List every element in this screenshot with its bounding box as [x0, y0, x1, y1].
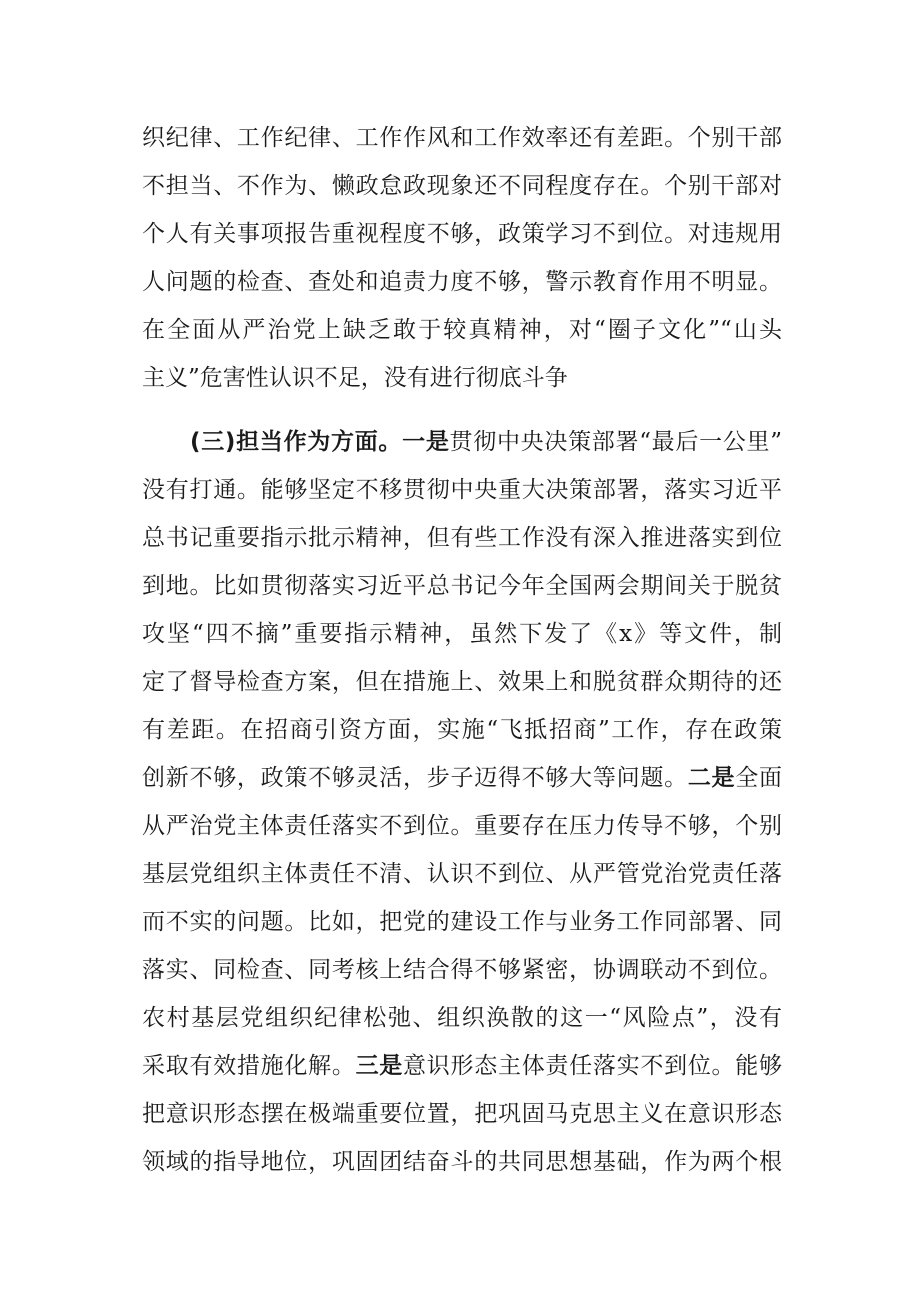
section-heading-line: [190, 420, 782, 464]
line-text: 农村基层党组织纪律松弛、组织涣散的这一“风险点”，没有: [142, 1005, 782, 1031]
line-text: 没有打通。能够坚定不移贯彻中央重大决策部署，落实习近平: [142, 477, 782, 503]
text-line: [142, 212, 782, 256]
line-text: 总书记重要指示批示精神，但有些工作没有深入推进落实到位: [142, 525, 782, 551]
line-text: 主义”危害性认识不足，没有进行彻底斗争: [142, 365, 568, 391]
line-text: 个人有关事项报告重视程度不够，政策学习不到位。对违规用: [142, 221, 782, 247]
line-text: 领域的指导地位，巩固团结奋斗的共同思想基础，作为两个根: [142, 1149, 782, 1175]
point-marker: 三是: [355, 1053, 404, 1079]
text-line: [142, 356, 782, 400]
text-line: [142, 308, 782, 352]
line-text: 攻坚“四不摘”重要指示精神，虽然下发了《x》等文件，制: [142, 621, 782, 647]
text-line: [142, 756, 782, 800]
line-text: 织纪律、工作纪律、工作作风和工作效率还有差距。个别干部: [142, 125, 782, 151]
line-text: 有差距。在招商引资方面，实施“飞抵招商”工作，存在政策: [142, 717, 782, 743]
text-line: [142, 852, 782, 896]
text-line: [142, 164, 782, 208]
line-text: 创新不够，政策不够灵活，步子迈得不够大等问题。: [142, 765, 688, 791]
point-marker: 一是: [402, 429, 450, 455]
text-line: [142, 1044, 782, 1088]
line-text: 不担当、不作为、懒政怠政现象还不同程度存在。个别干部对: [142, 173, 782, 199]
line-text: 意识形态主体责任落实不到位。能够: [403, 1053, 783, 1079]
text-line: [142, 708, 782, 752]
line-text: 全面: [735, 765, 783, 791]
line-text: 到地。比如贯彻落实习近平总书记今年全国两会期间关于脱贫: [142, 573, 782, 599]
line-text: 贯彻中央决策部署“最后一公里”: [449, 429, 782, 455]
text-line: [142, 804, 782, 848]
line-text: 把意识形态摆在极端重要位置，把巩固马克思主义在意识形态: [142, 1101, 782, 1127]
line-text: 从严治党主体责任落实不到位。重要存在压力传导不够，个别: [142, 813, 782, 839]
text-line: [142, 468, 782, 512]
line-text: 在全面从严治党上缺乏敢于较真精神，对“圈子文化”“山头: [142, 317, 782, 343]
text-line: [142, 612, 782, 656]
text-line: [142, 660, 782, 704]
text-line: [142, 116, 782, 160]
text-line: [142, 1140, 782, 1184]
line-text: 基层党组织主体责任不清、认识不到位、从严管党治党责任落: [142, 861, 782, 887]
text-line: [142, 1092, 782, 1136]
line-text: 而不实的问题。比如，把党的建设工作与业务工作同部署、同: [142, 909, 782, 935]
line-text: 定了督导检查方案，但在措施上、效果上和脱贫群众期待的还: [142, 669, 782, 695]
line-text: 人问题的检查、查处和追责力度不够，警示教育作用不明显。: [142, 269, 782, 295]
line-text: 采取有效措施化解。: [142, 1053, 356, 1079]
section-heading: (三)担当作为方面。: [190, 429, 403, 455]
point-marker: 二是: [687, 765, 736, 791]
text-line: [142, 948, 782, 992]
line-text: 落实、同检查、同考核上结合得不够紧密，协调联动不到位。: [142, 957, 782, 983]
text-line: [142, 260, 782, 304]
text-line: [142, 996, 782, 1040]
text-line: [142, 900, 782, 944]
text-line: [142, 564, 782, 608]
text-line: [142, 516, 782, 560]
